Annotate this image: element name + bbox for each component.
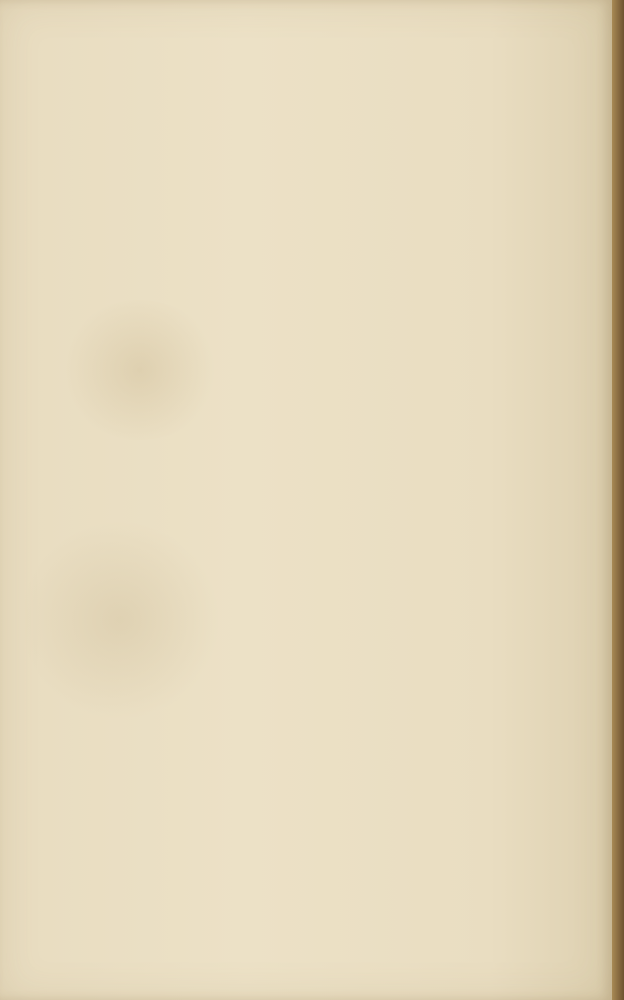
foxing-stain [20,520,220,720]
bleed-through-text [200,28,420,48]
foxing-stain [60,300,220,440]
page-edge [612,0,624,1000]
